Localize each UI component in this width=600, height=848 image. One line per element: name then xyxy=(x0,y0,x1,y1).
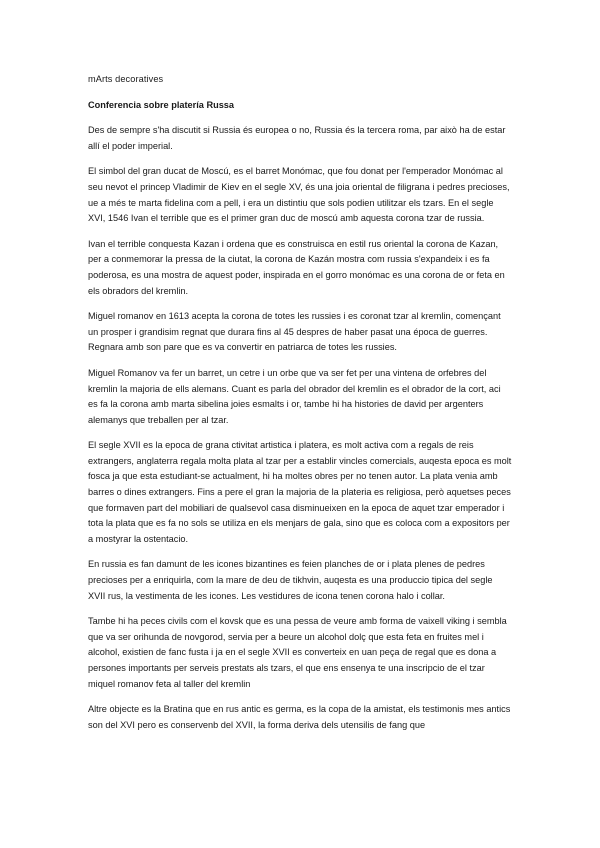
document-header: mArts decoratives xyxy=(88,74,164,84)
paragraph-russia-rome: Des de sempre s'ha discutit si Russia és europea o no, Russia és la tercera roma, par això ha de estar allí el poder imperial. xyxy=(88,125,506,151)
document-title: Conferencia sobre platería Russa xyxy=(88,99,235,110)
paragraph-seventeenth-century: El segle XVII es la epoca de grana ctivitat artistica i platera, es molt activa com a regals de reis extrangers, anglaterra regala molta plata al tzar per a establir vincles comercials, auqesta epoca es molt fosca ja que esta estudiant-se actualment, hi ha moltes obres per no tenen autor. La plata venia amb barres o dines extrangers. Fins a pere el gran la majoria de la plateria es religiosa, però aquetses peces que formaven part del mobiliari de qualsevol casa disminueixen en la epoca de aquet tzar emperador i tota la plata que es fa no sols se utiliza en els menjars de gala, sino que es coloca com a expositors per a mostyrar la ostentacio. xyxy=(88,440,512,544)
paragraph-bratina: Altre objecte es la Bratina que en rus antic es germa, es la copa de la amistat, els testimonis mes antics son del XVI pero es conservenb del XVII, la forma deriva dels utensilis de fang que xyxy=(88,704,511,730)
paragraph-icons: En russia es fan damunt de les icones bizantines es feien planches de or i plata plenes de pedres precioses per a enriquirla, com la mare de deu de tikhvin, auqesta es una produccio tipica del segle XVII rus, la vestimenta de les icones. Les vestidures de icona tenen corona halo i collar. xyxy=(88,559,493,601)
paragraph-monomac-cap: El simbol del gran ducat de Moscú, es el barret Monómac, que fou donat per l'emperador Monómac al seu nevot el princep Vladimir de Kiev en el segle XV, és una joia oriental de filigrana i pedres precioses, ue a més te marta fidelina com a pell, i era un distintiu que sols podien utilitzar els tzars. En el segle XVI, 1546 Ivan el terrible que es el primer gran duc de moscú amb aquesta corona tzar de russia. xyxy=(88,166,510,224)
paragraph-miguel-romanov: Miguel romanov en 1613 acepta la corona de totes les russies i es coronat tzar al kremlin, començant un prosper i grandisim regnat que durara fins al 45 despres de haber pasat una época de guerres. Regnara amb son pare que es va convertir en patriarca de totes les russies. xyxy=(88,311,501,353)
paragraph-kovsk: Tambe hi ha peces civils com el kovsk que es una pessa de veure amb forma de vaixell viking i sembla que va ser orihunda de novgorod, servia per a beure un alcohol dolç que esta feta en fruites mel i alcohol, existien de fanc fusta i ja en el segle XVII es converteix en uan peça de regal que es dona a persones importants per serveis prestats als tzars, el que ens ensenya te una inscripcio de el tzar miquel romanov feta al taller del kremlin xyxy=(88,616,507,689)
paragraph-kazan-crown: Ivan el terrible conquesta Kazan i ordena que es construisca en estil rus oriental la corona de Kazan, per a conmemorar la pressa de la ciutat, la corona de Kazán mostra com russia s'expandeix i es fa poderosa, es una mostra de aquest poder, inspirada en el gorro monómac es una corona de or feta en els obradors del kremlin. xyxy=(88,238,505,296)
paragraph-kremlin-workshop: Miguel Romanov va fer un barret, un cetre i un orbe que va ser fet per una vintena de orfebres del kremlin la majoria de ells alemans. Cuant es parla del obrador del kremlin es el obrador de la cort, aci es fa la corona amb marta sibelina joies esmalts i or, tambe hi ha histories de david per argenters alemanys que treballen per al tzar. xyxy=(88,367,501,425)
